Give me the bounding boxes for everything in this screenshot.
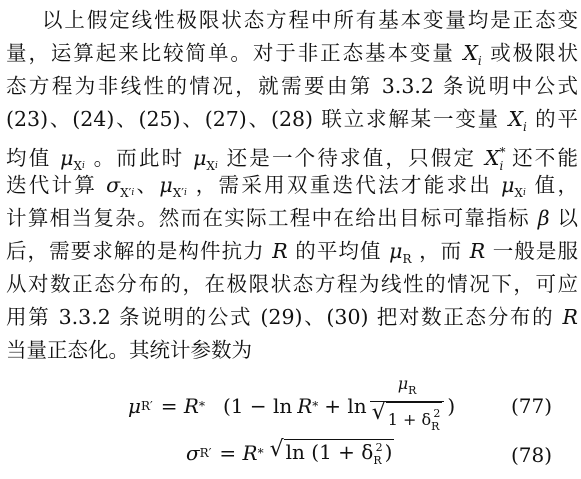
subscript: i <box>522 188 526 198</box>
equals-r: = R <box>219 441 258 465</box>
variable-r: R <box>562 305 578 329</box>
subscript: X <box>73 159 82 173</box>
text: 量，运算起来比较简单。对于非正态基本变量 <box>6 41 455 65</box>
subscript: X <box>206 159 215 173</box>
text: 的平 <box>535 107 578 131</box>
subscript: i <box>477 54 482 68</box>
subscript: i <box>499 159 504 173</box>
text: (23)、(24)、(25)、(27)、(28) 联立求解某一变量 <box>6 107 500 131</box>
subscript: i <box>522 120 527 134</box>
superscript: * <box>198 399 205 413</box>
text-line-2 <box>6 37 578 70</box>
square-root: √ $\ln (1 + \delta_R^2$ ) <box>269 437 393 467</box>
variable-r: R <box>297 394 313 418</box>
symbol-mu: μ <box>501 173 515 197</box>
variable-x: X <box>463 41 478 65</box>
superscript: * <box>499 145 506 159</box>
superscript: * <box>312 399 319 413</box>
formula-text: ) <box>447 394 456 418</box>
text: 以 <box>557 206 578 230</box>
subscript: X′ <box>120 186 132 200</box>
formula-text: (1 − ln <box>222 394 293 418</box>
text-line-1 <box>42 4 578 37</box>
text: 用第 3.3.2 条说明的公式 (29)、(30) 把对数正态分布的 <box>6 305 555 329</box>
symbol-mu: μ <box>128 394 141 418</box>
text-line-5 <box>6 136 578 173</box>
formula-text: ) <box>384 440 393 464</box>
text-line-7 <box>6 202 578 235</box>
superscript: 2 <box>375 441 383 454</box>
subscript: i <box>131 188 135 198</box>
text: 还不能 <box>512 146 578 170</box>
text: 后，需要求解的是构件抗力 <box>6 239 265 263</box>
superscript: 2 <box>433 407 441 420</box>
formula-text: + ln <box>324 394 367 418</box>
formula-77 <box>128 376 455 436</box>
subscript: i <box>183 188 187 198</box>
text: 从对数正态分布的，在极限状态方程为线性的情况下，可应 <box>6 272 578 296</box>
symbol-mu: μ <box>159 173 173 197</box>
text: 一般是服 <box>492 239 578 263</box>
text-line-11 <box>6 334 578 367</box>
text-line-3 <box>6 70 578 103</box>
subscript: X <box>514 186 523 200</box>
variable-x: X <box>508 107 523 131</box>
text: ，而 <box>419 239 463 263</box>
symbol-mu: μ <box>193 146 207 170</box>
text: 或极限状 <box>490 41 579 65</box>
subscript: X′ <box>172 186 184 200</box>
text: 计算相当复杂。然而在实际工程中在给出目标可靠指标 <box>6 206 530 230</box>
equation-number-77: (77) <box>511 394 553 418</box>
superscript: * <box>257 446 264 460</box>
subscript: R′ <box>141 399 153 413</box>
formula-text: 1 + δ <box>387 410 432 429</box>
equation-number-78: (78) <box>511 443 553 467</box>
symbol-sigma: σ <box>106 173 121 197</box>
variable-r: R <box>469 239 486 263</box>
square-root: √ $1 + \delta_R^2$ <box>372 402 443 438</box>
text: 的平均值 <box>295 239 382 263</box>
text: 以上假定线性极限状态方程中所有基本变量均是正态变 <box>42 8 578 32</box>
formula-78 <box>186 433 394 473</box>
symbol-mu: μ <box>397 374 409 393</box>
subscript: i <box>214 161 218 171</box>
text-line-6 <box>6 169 578 202</box>
text: 态方程为非线性的情况，就需要由第 3.3.2 条说明中公式 <box>6 74 578 98</box>
fraction <box>370 374 445 438</box>
text: 当量正态化。其统计参数为 <box>6 338 252 362</box>
text-line-4 <box>6 103 578 136</box>
subscript: R <box>373 454 382 467</box>
subscript: R′ <box>199 446 212 460</box>
symbol-mu: μ <box>389 239 403 263</box>
text: 还是一个待求值，只假定 <box>226 146 477 170</box>
formula-text: ln (1 + δ <box>285 440 374 464</box>
text: 值， <box>534 173 578 197</box>
subscript: R <box>408 384 417 397</box>
equals-r: = R <box>160 394 199 418</box>
text: 迭代计算 <box>6 173 98 197</box>
separator: 、 <box>134 173 160 197</box>
text: ，需采用双重迭代法才能求出 <box>195 173 493 197</box>
symbol-mu: μ <box>60 146 74 170</box>
variable-r: R <box>272 239 288 263</box>
symbol-sigma: σ <box>186 441 200 465</box>
symbol-beta: β <box>537 206 550 230</box>
subscript: R <box>431 420 440 433</box>
subscript: R <box>402 252 412 266</box>
variable-x: X <box>484 146 500 170</box>
text-line-8 <box>6 235 578 268</box>
subscript: i <box>81 161 85 171</box>
text: 均值 <box>6 146 52 170</box>
text-line-9 <box>6 268 578 301</box>
text-line-10 <box>6 301 578 334</box>
text: 。而此时 <box>93 146 185 170</box>
